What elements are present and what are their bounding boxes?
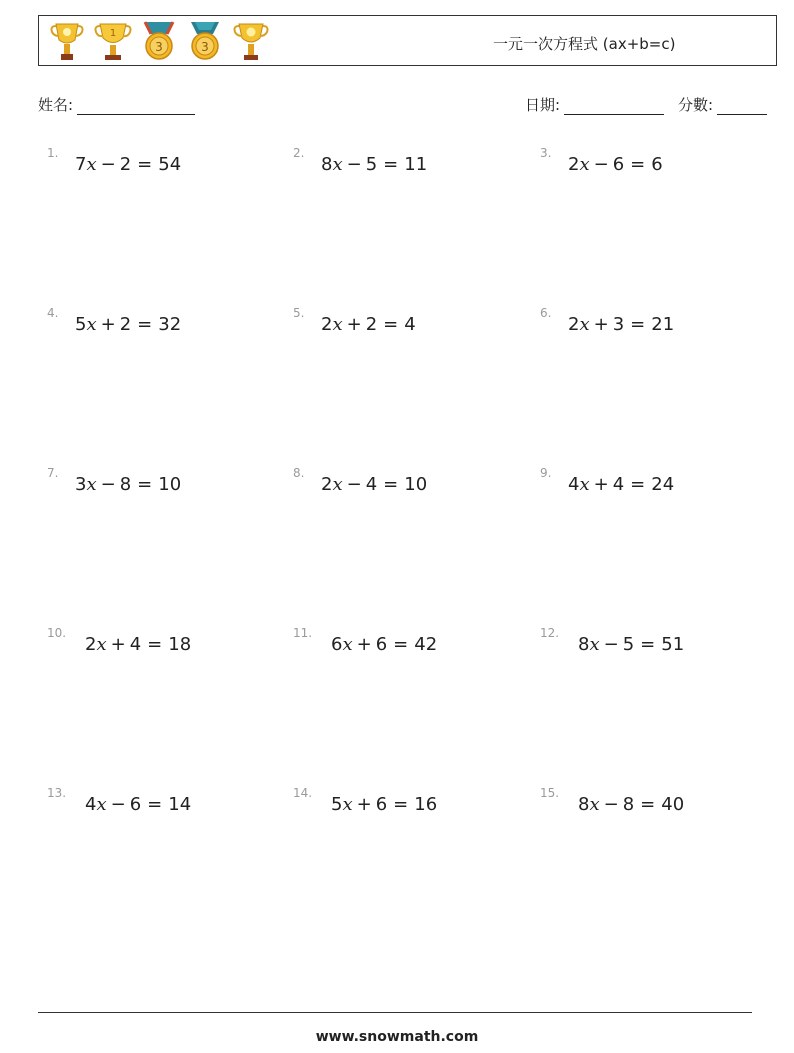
problem-number: 6. bbox=[540, 306, 552, 320]
variable-x: x bbox=[332, 154, 343, 175]
coefficient: 2 bbox=[568, 314, 580, 335]
problem-number: 11. bbox=[293, 626, 313, 640]
worksheet-title: 一元一次方程式 (ax+b=c) bbox=[493, 35, 676, 53]
result: 32 bbox=[158, 314, 182, 335]
variable-x: x bbox=[589, 794, 600, 815]
problem-equation bbox=[321, 154, 427, 175]
variable-x: x bbox=[96, 634, 107, 655]
svg-text:3: 3 bbox=[201, 40, 209, 54]
date-blank[interactable] bbox=[564, 100, 664, 115]
coefficient: 4 bbox=[568, 474, 580, 495]
problem-equation bbox=[568, 474, 674, 495]
problem-number: 7. bbox=[47, 466, 59, 480]
result: 10 bbox=[158, 474, 182, 495]
equals-sign: = bbox=[640, 794, 656, 815]
medal-3-icon bbox=[139, 20, 179, 62]
problem-number: 1. bbox=[47, 146, 59, 160]
equals-sign: = bbox=[383, 314, 399, 335]
constant: 8 bbox=[622, 794, 635, 815]
problem-equation bbox=[85, 634, 191, 655]
equals-sign: = bbox=[383, 154, 399, 175]
operator: − bbox=[346, 154, 362, 175]
result: 11 bbox=[404, 154, 428, 175]
operator: + bbox=[100, 314, 116, 335]
problem-equation bbox=[75, 474, 181, 495]
result: 4 bbox=[404, 314, 416, 335]
variable-x: x bbox=[86, 474, 97, 495]
problem-equation bbox=[75, 314, 181, 335]
variable-x: x bbox=[579, 154, 590, 175]
svg-text:1: 1 bbox=[109, 28, 117, 39]
problem-equation bbox=[85, 794, 191, 815]
trophy-icon bbox=[47, 20, 87, 62]
result: 18 bbox=[168, 634, 192, 655]
problem-number: 13. bbox=[47, 786, 67, 800]
score-label: 分數: bbox=[678, 96, 714, 114]
coefficient: 3 bbox=[75, 474, 87, 495]
result: 14 bbox=[168, 794, 192, 815]
constant: 4 bbox=[612, 474, 625, 495]
variable-x: x bbox=[332, 474, 343, 495]
result: 40 bbox=[661, 794, 685, 815]
constant: 2 bbox=[365, 314, 378, 335]
coefficient: 7 bbox=[75, 154, 87, 175]
problem-number: 15. bbox=[540, 786, 560, 800]
coefficient: 5 bbox=[331, 794, 343, 815]
operator: + bbox=[593, 474, 609, 495]
score-field bbox=[678, 94, 767, 115]
problem-equation bbox=[578, 794, 684, 815]
operator: − bbox=[100, 154, 116, 175]
result: 42 bbox=[414, 634, 438, 655]
operator: + bbox=[346, 314, 362, 335]
equals-sign: = bbox=[630, 474, 646, 495]
equals-sign: = bbox=[137, 154, 153, 175]
problem-number: 9. bbox=[540, 466, 552, 480]
operator: − bbox=[593, 154, 609, 175]
variable-x: x bbox=[96, 794, 107, 815]
constant: 5 bbox=[365, 154, 378, 175]
name-blank[interactable] bbox=[77, 100, 195, 115]
variable-x: x bbox=[579, 474, 590, 495]
constant: 8 bbox=[119, 474, 132, 495]
operator: − bbox=[110, 794, 126, 815]
result: 24 bbox=[651, 474, 675, 495]
problem-equation bbox=[75, 154, 181, 175]
constant: 4 bbox=[129, 634, 142, 655]
date-field bbox=[525, 94, 664, 115]
constant: 6 bbox=[375, 634, 388, 655]
problem-equation bbox=[331, 634, 437, 655]
problem-number: 3. bbox=[540, 146, 552, 160]
variable-x: x bbox=[86, 154, 97, 175]
problem-number: 12. bbox=[540, 626, 560, 640]
coefficient: 2 bbox=[321, 474, 333, 495]
equals-sign: = bbox=[393, 794, 409, 815]
result: 51 bbox=[661, 634, 685, 655]
operator: − bbox=[603, 634, 619, 655]
coefficient: 2 bbox=[85, 634, 97, 655]
constant: 6 bbox=[129, 794, 142, 815]
coefficient: 8 bbox=[578, 794, 590, 815]
variable-x: x bbox=[86, 314, 97, 335]
coefficient: 6 bbox=[331, 634, 343, 655]
variable-x: x bbox=[589, 634, 600, 655]
equals-sign: = bbox=[383, 474, 399, 495]
coefficient: 2 bbox=[321, 314, 333, 335]
medal-3-icon bbox=[185, 20, 225, 62]
problem-equation bbox=[568, 154, 663, 175]
coefficient: 5 bbox=[75, 314, 87, 335]
equals-sign: = bbox=[147, 634, 163, 655]
coefficient: 4 bbox=[85, 794, 97, 815]
constant: 4 bbox=[365, 474, 378, 495]
constant: 2 bbox=[119, 314, 132, 335]
constant: 5 bbox=[622, 634, 635, 655]
constant: 6 bbox=[612, 154, 625, 175]
equals-sign: = bbox=[393, 634, 409, 655]
equals-sign: = bbox=[630, 154, 646, 175]
operator: − bbox=[603, 794, 619, 815]
operator: + bbox=[593, 314, 609, 335]
result: 6 bbox=[651, 154, 663, 175]
equals-sign: = bbox=[137, 474, 153, 495]
score-blank[interactable] bbox=[717, 100, 767, 115]
result: 16 bbox=[414, 794, 438, 815]
variable-x: x bbox=[342, 634, 353, 655]
problem-equation bbox=[321, 314, 416, 335]
operator: + bbox=[110, 634, 126, 655]
footer-divider bbox=[38, 1012, 752, 1013]
date-label: 日期: bbox=[525, 96, 561, 114]
constant: 2 bbox=[119, 154, 132, 175]
result: 54 bbox=[158, 154, 182, 175]
coefficient: 8 bbox=[321, 154, 333, 175]
result: 10 bbox=[404, 474, 428, 495]
svg-text:3: 3 bbox=[155, 40, 163, 54]
gold-trophy-1-icon bbox=[93, 20, 133, 62]
problem-equation bbox=[321, 474, 427, 495]
constant: 3 bbox=[612, 314, 625, 335]
name-field bbox=[38, 94, 195, 115]
problem-number: 8. bbox=[293, 466, 305, 480]
name-label: 姓名: bbox=[38, 96, 74, 114]
footer-url: www.snowmath.com bbox=[315, 1029, 479, 1045]
equals-sign: = bbox=[147, 794, 163, 815]
problem-equation bbox=[578, 634, 684, 655]
variable-x: x bbox=[332, 314, 343, 335]
award-icons bbox=[47, 20, 271, 62]
variable-x: x bbox=[342, 794, 353, 815]
operator: − bbox=[346, 474, 362, 495]
coefficient: 8 bbox=[578, 634, 590, 655]
equals-sign: = bbox=[137, 314, 153, 335]
problem-number: 5. bbox=[293, 306, 305, 320]
coefficient: 2 bbox=[568, 154, 580, 175]
constant: 6 bbox=[375, 794, 388, 815]
problem-number: 4. bbox=[47, 306, 59, 320]
worksheet-header bbox=[38, 15, 777, 66]
equals-sign: = bbox=[640, 634, 656, 655]
equals-sign: = bbox=[630, 314, 646, 335]
operator: + bbox=[356, 634, 372, 655]
problem-number: 2. bbox=[293, 146, 305, 160]
variable-x: x bbox=[579, 314, 590, 335]
problem-equation bbox=[568, 314, 674, 335]
trophy-icon bbox=[231, 20, 271, 62]
problem-equation bbox=[331, 794, 437, 815]
problem-number: 10. bbox=[47, 626, 67, 640]
result: 21 bbox=[651, 314, 675, 335]
operator: − bbox=[100, 474, 116, 495]
problem-number: 14. bbox=[293, 786, 313, 800]
operator: + bbox=[356, 794, 372, 815]
